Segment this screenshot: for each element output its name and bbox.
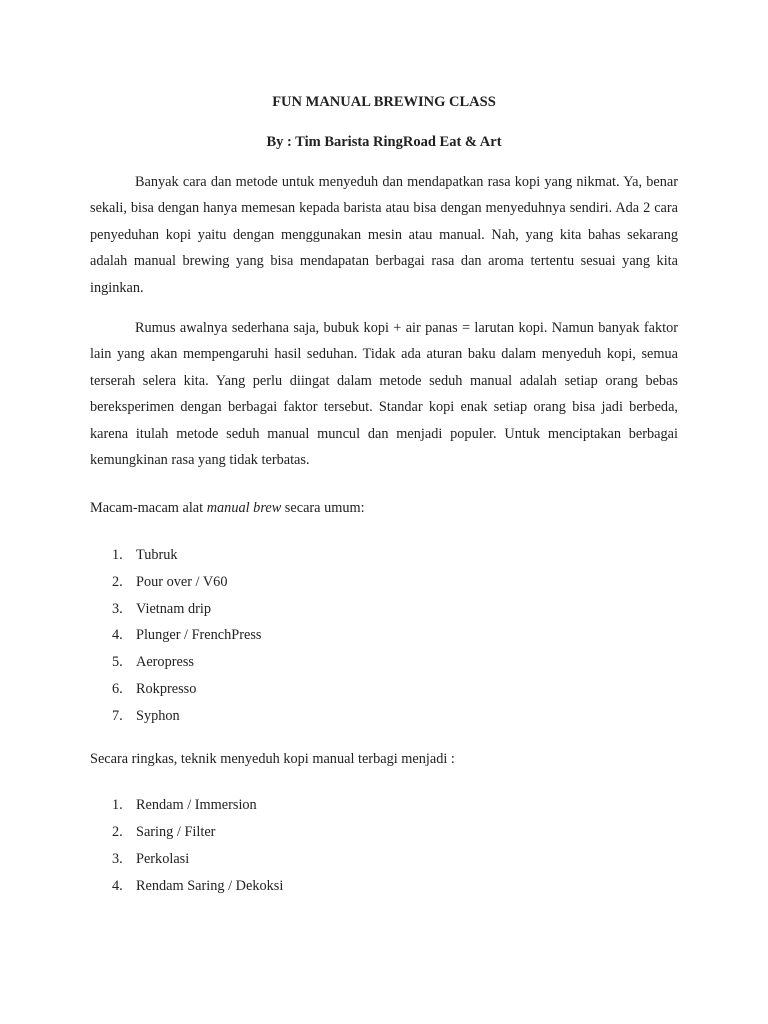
list-number: 1. xyxy=(112,797,123,813)
paragraph-formula: Rumus awalnya sederhana saja, bubuk kopi + air panas = larutan kopi. Namun banyak faktor lain yang akan mempengaruhi hasil seduhan. Tidak ada aturan baku dalam menyeduh kopi, semua terserah selera kita. Yang perlu diingat dalam metode seduh manual adalah setiap orang bebas bereksperimen dengan berbagai faktor tersebut. Standar kopi enak setiap orang bisa jadi berbeda, karena itulah metode seduh manual muncul dan menjadi populer. Untuk menciptakan berbagai kemungkinan rasa yang tidak terbatas. xyxy=(90,320,678,469)
list-label: Saring / Filter xyxy=(136,824,216,840)
list-number: 2. xyxy=(112,824,123,840)
tools-intro-after: secara umum: xyxy=(281,500,365,516)
list-number: 3. xyxy=(112,601,123,617)
list-label: Aeropress xyxy=(136,654,194,670)
list-number: 2. xyxy=(112,574,123,590)
list-number: 1. xyxy=(112,547,123,563)
list-label: Syphon xyxy=(136,708,180,724)
document-byline: By : Tim Barista RingRoad Eat & Art xyxy=(266,134,502,150)
list-number: 4. xyxy=(112,878,123,894)
document-title: FUN MANUAL BREWING CLASS xyxy=(272,94,496,110)
list-number: 4. xyxy=(112,627,123,643)
list-label: Pour over / V60 xyxy=(136,574,228,590)
list-label: Perkolasi xyxy=(136,851,190,867)
tools-intro xyxy=(90,498,365,518)
tools-intro-emphasis: manual brew xyxy=(206,500,282,516)
tools-intro-before: Macam-macam alat xyxy=(90,500,207,516)
list-label: Tubruk xyxy=(136,547,178,563)
list-number: 6. xyxy=(112,681,123,697)
list-label: Rendam / Immersion xyxy=(136,797,257,813)
paragraph-intro: Banyak cara dan metode untuk menyeduh dan mendapatkan rasa kopi yang nikmat. Ya, benar sekali, bisa dengan hanya memesan kepada barista atau bisa dengan menyeduhnya sendiri. Ada 2 cara penyeduhan kopi yaitu dengan menggunakan mesin atau manual. Nah, yang kita bahas sekarang adalah manual brewing yang bisa mendapatan berbagai rasa dan aroma tertentu sesuai yang kita inginkan. xyxy=(90,174,678,296)
list-number: 5. xyxy=(112,654,123,670)
list-number: 7. xyxy=(112,708,123,724)
techniques-intro: Secara ringkas, teknik menyeduh kopi manual terbagi menjadi : xyxy=(90,751,455,767)
list-label: Vietnam drip xyxy=(136,601,211,617)
list-number: 3. xyxy=(112,851,123,867)
list-label: Rendam Saring / Dekoksi xyxy=(136,878,284,894)
list-label: Plunger / FrenchPress xyxy=(136,627,262,643)
list-label: Rokpresso xyxy=(136,681,197,697)
